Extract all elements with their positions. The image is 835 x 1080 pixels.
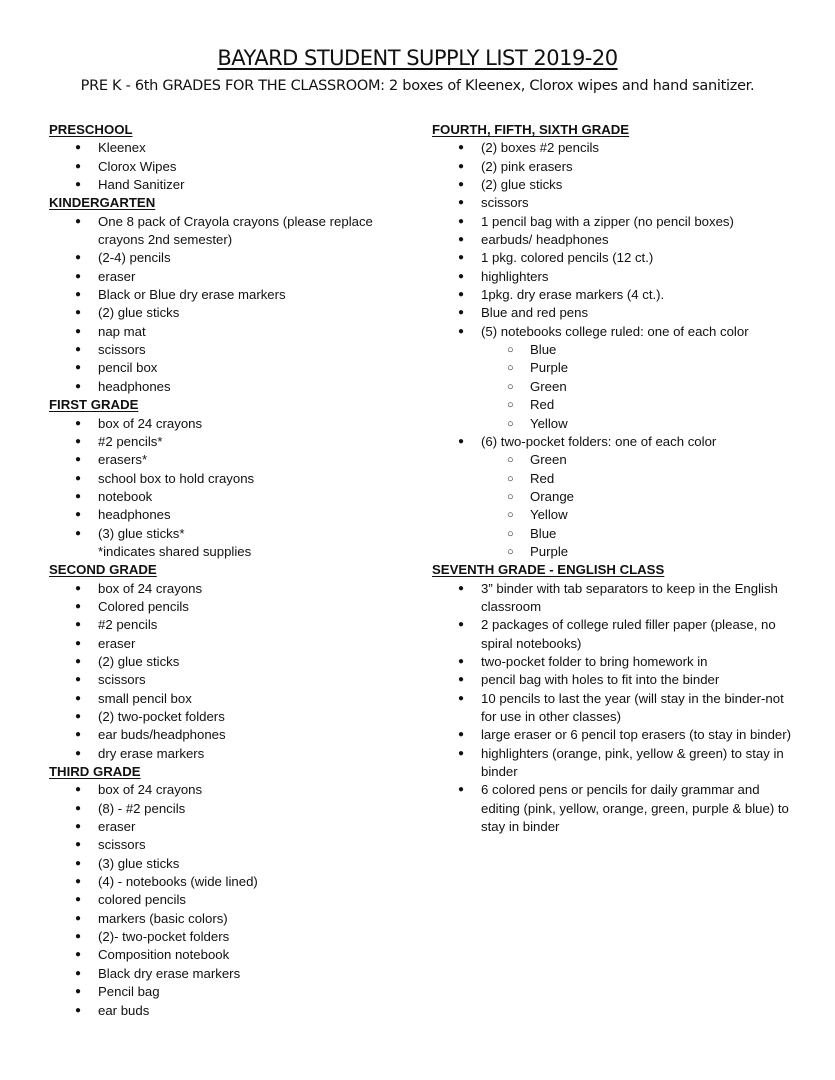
section-third-grade: [49, 763, 409, 1020]
bullet-icon: ●: [75, 637, 82, 649]
list-item-text: eraser: [98, 819, 136, 835]
list-item: [432, 176, 797, 194]
circle-bullet-icon: ○: [507, 344, 514, 357]
bullet-icon: ●: [458, 289, 465, 301]
bullet-icon: ●: [75, 509, 82, 521]
list-item: [49, 690, 409, 708]
list-item: [432, 213, 797, 231]
list-item: [49, 139, 409, 157]
bullet-icon: ●: [75, 472, 82, 484]
bullet-icon: ●: [458, 307, 465, 319]
list-item-text: notebook: [98, 488, 153, 504]
list-item: [49, 433, 409, 451]
list-item-text: box of 24 crayons: [98, 415, 203, 431]
list-item: [432, 433, 797, 561]
list-item: [49, 965, 409, 983]
list-item-text: scissors: [98, 672, 146, 688]
list-item-text: 10 pencils to last the year (will stay in the binder-not for use in other classes): [481, 690, 784, 724]
list-item-text: (2) glue sticks: [98, 653, 180, 669]
right-column: [432, 121, 797, 836]
list-item-text: (2)- two-pocket folders: [98, 929, 230, 945]
sub-list-item-text: Purple: [530, 360, 569, 376]
kindergarten-list: [49, 213, 409, 396]
bullet-icon: ●: [75, 692, 82, 704]
sub-list-item: [481, 359, 797, 377]
list-item: [432, 781, 797, 836]
upper-grade-list: [432, 139, 797, 322]
notebooks-group: [432, 323, 797, 561]
bullet-icon: ●: [75, 252, 82, 264]
bullet-icon: ●: [458, 179, 465, 191]
list-item-text: Hand Sanitizer: [98, 177, 185, 193]
sub-list-item: [481, 396, 797, 414]
list-item-text: scissors: [98, 342, 146, 358]
circle-bullet-icon: ○: [507, 380, 514, 393]
sub-list-item-text: Red: [530, 397, 555, 413]
circle-bullet-icon: ○: [507, 362, 514, 375]
circle-bullet-icon: ○: [507, 527, 514, 540]
list-item-text: Black or Blue dry erase markers: [98, 287, 286, 303]
list-item: [432, 304, 797, 322]
list-item: [49, 249, 409, 267]
section-second-grade: [49, 561, 409, 763]
list-item: [49, 928, 409, 946]
bullet-icon: ●: [75, 600, 82, 612]
sub-list-item-text: Blue: [530, 342, 557, 358]
notebook-colors-list: [481, 341, 797, 433]
folders-label: (6) two-pocket folders: one of each color: [481, 433, 717, 449]
list-item-text: box of 24 crayons: [98, 782, 203, 798]
list-item-text: highlighters (orange, pink, yellow & green) to stay in binder: [481, 745, 784, 780]
list-item-text: Blue and red pens: [481, 305, 589, 321]
section-heading-fourth-fifth-sixth: FOURTH, FIFTH, SIXTH GRADE: [432, 122, 630, 137]
bullet-icon: ●: [75, 417, 82, 429]
sub-list-item: [481, 506, 797, 524]
list-item-text: small pencil box: [98, 690, 192, 706]
list-item: [49, 800, 409, 818]
bullet-icon: ●: [75, 674, 82, 686]
sub-list-item: [481, 543, 797, 561]
sub-list-item-text: Yellow: [530, 415, 568, 431]
document-header: [0, 46, 835, 94]
bullet-icon: ●: [75, 490, 82, 502]
sub-list-item: [481, 525, 797, 543]
list-item-text: (2) glue sticks: [98, 305, 180, 321]
bullet-icon: ●: [75, 380, 82, 392]
list-item-text: box of 24 crayons: [98, 580, 203, 596]
list-item: [49, 855, 409, 873]
bullet-icon: ●: [75, 784, 82, 796]
section-heading-second-grade: SECOND GRADE: [49, 562, 157, 578]
bullet-icon: ●: [458, 747, 465, 759]
bullet-icon: ●: [75, 839, 82, 851]
bullet-icon: ●: [458, 435, 465, 447]
section-fourth-fifth-sixth-grade: [432, 121, 797, 561]
section-heading-third-grade: THIRD GRADE: [49, 764, 141, 780]
third-grade-list: [49, 781, 409, 1019]
list-item-text: 2 packages of college ruled filler paper (please, no spiral notebooks): [481, 617, 776, 651]
list-item: [49, 671, 409, 689]
bullet-icon: ●: [75, 362, 82, 374]
list-item-text: pencil box: [98, 360, 158, 376]
bullet-icon: ●: [75, 435, 82, 447]
list-item: [49, 1002, 409, 1020]
list-item: [49, 891, 409, 909]
list-item: [432, 139, 797, 157]
list-item-text: (4) - notebooks (wide lined): [98, 874, 258, 890]
sub-list-item: [481, 341, 797, 359]
list-item-text: (2) glue sticks: [481, 177, 563, 193]
sub-list-item-text: Blue: [530, 525, 557, 541]
bullet-icon: ●: [75, 325, 82, 337]
list-item-text: scissors: [98, 837, 146, 853]
section-seventh-grade: [432, 561, 797, 836]
list-item: [49, 726, 409, 744]
bullet-icon: ●: [458, 784, 465, 796]
list-item: [49, 635, 409, 653]
list-item: [49, 708, 409, 726]
list-item: [49, 451, 409, 469]
list-item: [49, 176, 409, 194]
bullet-icon: ●: [75, 949, 82, 961]
list-item-text: Pencil bag: [98, 984, 160, 1000]
bullet-icon: ●: [75, 821, 82, 833]
list-item: [49, 415, 409, 433]
bullet-icon: ●: [75, 454, 82, 466]
bullet-icon: ●: [75, 142, 82, 154]
list-item: [49, 781, 409, 799]
list-item-text: ear buds/headphones: [98, 727, 226, 743]
sub-list-item: [481, 470, 797, 488]
bullet-icon: ●: [75, 655, 82, 667]
list-item: [49, 341, 409, 359]
list-item-text: ear buds: [98, 1002, 150, 1018]
bullet-icon: ●: [75, 215, 82, 227]
list-item: [432, 268, 797, 286]
list-item: [432, 745, 797, 782]
bullet-icon: ●: [458, 234, 465, 246]
list-item-text: (3) glue sticks: [98, 855, 180, 871]
sub-list-item-text: Orange: [530, 488, 574, 504]
list-item-text: (2) pink erasers: [481, 158, 573, 174]
list-item: [432, 194, 797, 212]
circle-bullet-icon: ○: [507, 545, 514, 558]
list-item-text: #2 pencils*: [98, 433, 163, 449]
list-item-text: eraser: [98, 268, 136, 284]
preschool-list: [49, 139, 409, 194]
list-item: [432, 323, 797, 433]
second-grade-list: [49, 580, 409, 763]
list-item-text: headphones: [98, 378, 171, 394]
list-item-text: Kleenex: [98, 140, 146, 156]
bullet-icon: ●: [75, 344, 82, 356]
bullet-icon: ●: [75, 986, 82, 998]
circle-bullet-icon: ○: [507, 399, 514, 412]
list-item: [432, 690, 797, 727]
list-item-text: colored pencils: [98, 892, 186, 908]
document-subtitle: PRE K - 6th GRADES FOR THE CLASSROOM: 2 boxes of Kleenex, Clorox wipes and hand sanitizer.: [80, 78, 755, 94]
list-item: [49, 745, 409, 763]
list-item-text: large eraser or 6 pencil top erasers (to stay in binder): [481, 727, 792, 743]
list-item-text: 6 colored pens or pencils for daily grammar and editing (pink, yellow, orange, green, purple & blue) to stay in binder: [481, 782, 789, 835]
list-item-text: Clorox Wipes: [98, 158, 177, 174]
list-item-text: highlighters: [481, 268, 549, 284]
bullet-icon: ●: [75, 931, 82, 943]
section-kindergarten: [49, 194, 409, 396]
list-item: [49, 598, 409, 616]
list-item-text: nap mat: [98, 323, 146, 339]
circle-bullet-icon: ○: [507, 490, 514, 503]
sub-list-item-text: Red: [530, 470, 555, 486]
sub-list-item: [481, 488, 797, 506]
bullet-icon: ●: [75, 270, 82, 282]
list-item: [49, 470, 409, 488]
list-item: [49, 158, 409, 176]
bullet-icon: ●: [458, 655, 465, 667]
circle-bullet-icon: ○: [507, 472, 514, 485]
list-item: [49, 213, 409, 250]
bullet-icon: ●: [75, 289, 82, 301]
first-grade-list: [49, 415, 409, 543]
list-item: [49, 378, 409, 396]
list-item: [432, 231, 797, 249]
list-item: [49, 616, 409, 634]
list-item: [49, 359, 409, 377]
bullet-icon: ●: [458, 582, 465, 594]
section-preschool: [49, 121, 409, 194]
sub-list-item-text: Green: [530, 378, 567, 394]
list-item-text: (3) glue sticks*: [98, 525, 185, 541]
bullet-icon: ●: [458, 142, 465, 154]
section-heading-first-grade: FIRST GRADE: [49, 397, 139, 413]
list-item: [49, 525, 409, 543]
circle-bullet-icon: ○: [507, 509, 514, 522]
bullet-icon: ●: [75, 967, 82, 979]
sub-list-item-text: Yellow: [530, 507, 568, 523]
list-item-text: dry erase markers: [98, 745, 205, 761]
list-item-text: #2 pencils: [98, 617, 158, 633]
list-item-text: earbuds/ headphones: [481, 232, 609, 248]
list-item: [49, 268, 409, 286]
list-item: [49, 653, 409, 671]
list-item-text: 3” binder with tab separators to keep in the English classroom: [481, 580, 778, 614]
section-heading-preschool: PRESCHOOL: [49, 122, 133, 137]
list-item: [49, 488, 409, 506]
folder-colors-list: [481, 451, 797, 561]
list-item: [432, 249, 797, 267]
list-item-text: (8) - #2 pencils: [98, 800, 186, 816]
list-item: [49, 580, 409, 598]
list-item: [49, 836, 409, 854]
list-item: [49, 910, 409, 928]
list-item: [432, 286, 797, 304]
bullet-icon: ●: [458, 325, 465, 337]
list-item: [49, 873, 409, 891]
bullet-icon: ●: [458, 215, 465, 227]
list-item-text: 1 pkg. colored pencils (12 ct.): [481, 250, 654, 266]
section-first-grade: [49, 396, 409, 561]
bullet-icon: ●: [458, 160, 465, 172]
bullet-icon: ●: [458, 619, 465, 631]
list-item: [49, 818, 409, 836]
list-item-text: headphones: [98, 507, 171, 523]
bullet-icon: ●: [75, 729, 82, 741]
list-item: [432, 726, 797, 744]
list-item-text: erasers*: [98, 452, 148, 468]
list-item-text: two-pocket folder to bring homework in: [481, 653, 708, 669]
list-item: [432, 580, 797, 617]
bullet-icon: ●: [75, 711, 82, 722]
bullet-icon: ●: [75, 1004, 82, 1016]
list-item-text: (2) two-pocket folders: [98, 709, 225, 724]
list-item: [49, 983, 409, 1001]
bullet-icon: ●: [75, 160, 82, 172]
list-item-text: school box to hold crayons: [98, 470, 255, 486]
list-item-text: scissors: [481, 195, 529, 211]
list-item-text: One 8 pack of Crayola crayons (please replace crayons 2nd semester): [98, 213, 373, 248]
bullet-icon: ●: [75, 876, 82, 888]
bullet-icon: ●: [75, 527, 82, 539]
bullet-icon: ●: [458, 270, 465, 282]
bullet-icon: ●: [458, 692, 465, 704]
list-item-text: Colored pencils: [98, 598, 189, 614]
list-item: [432, 653, 797, 671]
bullet-icon: ●: [458, 197, 465, 209]
bullet-icon: ●: [75, 857, 82, 869]
list-item-text: 1 pencil bag with a zipper (no pencil boxes): [481, 213, 734, 229]
sub-list-item-text: Green: [530, 452, 567, 468]
shared-supplies-note: *indicates shared supplies: [98, 543, 252, 559]
bullet-icon: ●: [75, 619, 82, 631]
section-heading-seventh-grade: SEVENTH GRADE - ENGLISH CLASS: [432, 562, 665, 578]
bullet-icon: ●: [458, 674, 465, 686]
list-item: [432, 671, 797, 689]
list-item: [49, 946, 409, 964]
sub-list-item: [481, 378, 797, 396]
list-item-text: markers (basic colors): [98, 910, 228, 926]
list-item: [49, 304, 409, 322]
list-item-text: (2) boxes #2 pencils: [481, 140, 600, 156]
notebooks-label: (5) notebooks college ruled: one of each color: [481, 323, 749, 339]
list-item: [432, 616, 797, 653]
left-column: [49, 121, 409, 1020]
list-item-text: 1pkg. dry erase markers (4 ct.).: [481, 287, 665, 303]
bullet-icon: ●: [75, 802, 82, 814]
list-item-text: pencil bag with holes to fit into the binder: [481, 672, 720, 688]
bullet-icon: ●: [75, 179, 82, 191]
list-item-text: Black dry erase markers: [98, 965, 241, 981]
list-item: [49, 286, 409, 304]
list-item-text: eraser: [98, 635, 136, 651]
circle-bullet-icon: ○: [507, 417, 514, 430]
bullet-icon: ●: [458, 729, 465, 741]
bullet-icon: ●: [458, 252, 465, 264]
sub-list-item: [481, 451, 797, 469]
section-heading-kindergarten: KINDERGARTEN: [49, 195, 156, 211]
list-item: [49, 506, 409, 524]
bullet-icon: ●: [75, 894, 82, 906]
sub-list-item-text: Purple: [530, 543, 569, 559]
bullet-icon: ●: [75, 582, 82, 594]
sub-list-item: [481, 415, 797, 433]
list-item: [49, 323, 409, 341]
bullet-icon: ●: [75, 912, 82, 924]
list-item: [432, 158, 797, 176]
list-item-text: (2-4) pencils: [98, 250, 171, 266]
bullet-icon: ●: [75, 307, 82, 319]
seventh-grade-list: [432, 580, 797, 837]
list-item-text: Composition notebook: [98, 947, 230, 963]
circle-bullet-icon: ○: [507, 454, 514, 467]
document-title: BAYARD STUDENT SUPPLY LIST 2019-20: [217, 46, 618, 70]
bullet-icon: ●: [75, 747, 82, 759]
